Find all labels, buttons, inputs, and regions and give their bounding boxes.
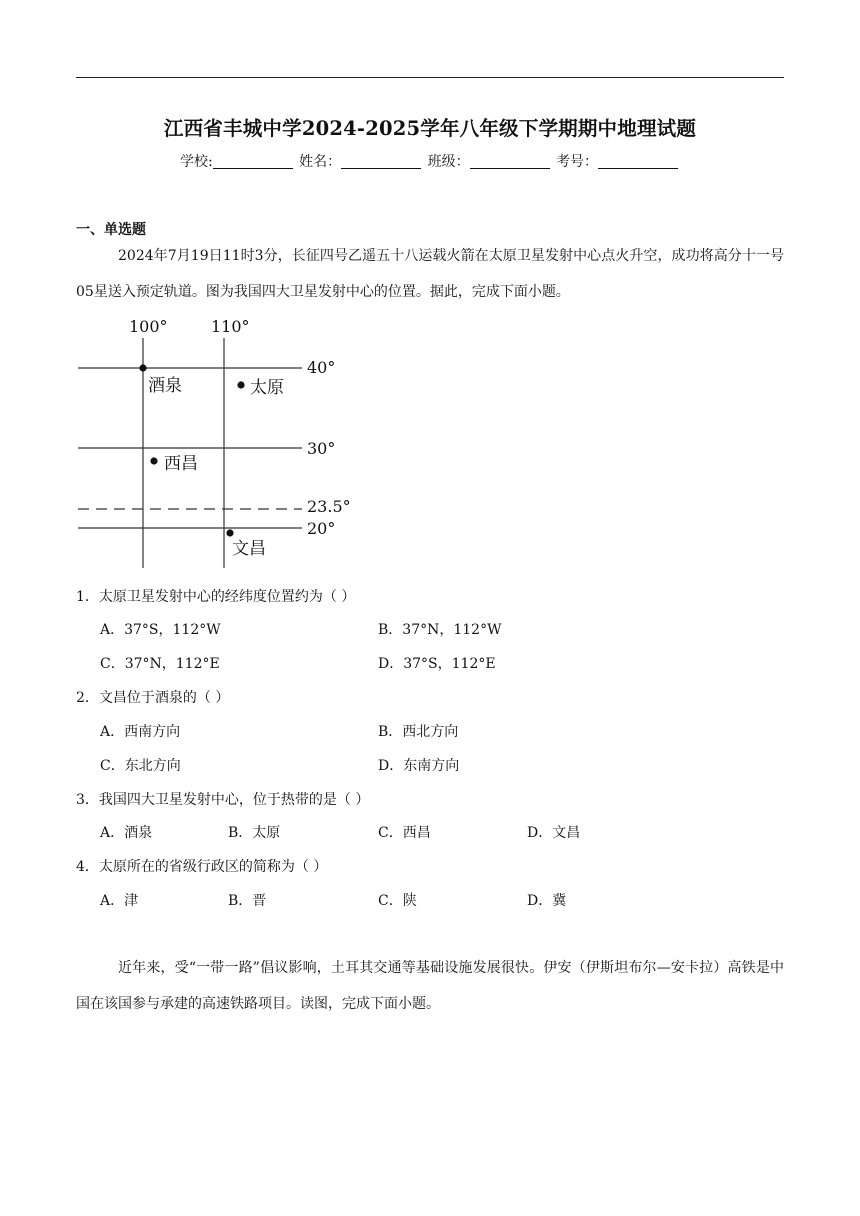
jiuquan-dot (139, 364, 146, 371)
wenchang-dot (226, 529, 233, 536)
xichang-label: 西昌 (164, 454, 198, 474)
question-2-option-a[interactable]: A．西南方向 (100, 724, 181, 740)
passage-2: 近年来，受“一带一路”倡议影响，土耳其交通等基础设施发展很快。伊安（伊斯坦布尔—安卡拉）高铁是中国在该国参与承建的高速铁路项目。读图，完成下面小题。 (76, 960, 784, 1012)
school-blank[interactable] (213, 154, 293, 169)
passage-1: 2024年7月19日11时3分，长征四号乙遥五十八运载火箭在太原卫星发射中心点火升空，成功将高分十一号05星送入预定轨道。图为我国四大卫星发射中心的位置。据此，完成下面小题。 (76, 248, 784, 300)
taiyuan-label: 太原 (250, 378, 284, 398)
question-2-option-d[interactable]: D．东南方向 (378, 758, 460, 774)
wenchang-label: 文昌 (232, 539, 266, 559)
longitude-label-100: 100° (129, 317, 168, 336)
jiuquan-label: 酒泉 (148, 376, 182, 396)
question-4-option-b[interactable]: B．晋 (228, 893, 267, 909)
name-blank[interactable] (341, 154, 421, 169)
school-label: 学校: (179, 154, 213, 170)
latitude-label-40: 40° (307, 358, 336, 377)
latitude-label-23-5: 23.5° (307, 497, 351, 516)
question-4-option-a[interactable]: A．津 (100, 893, 139, 909)
question-1-option-b[interactable]: B．37°N，112°W (378, 622, 502, 638)
question-3-stem: 3．我国四大卫星发射中心，位于热带的是（ ） (76, 792, 370, 808)
latitude-label-30: 30° (307, 439, 336, 458)
xichang-dot (150, 457, 157, 464)
question-1-stem: 1．太原卫星发射中心的经纬度位置约为（ ） (76, 589, 356, 605)
question-2-option-b[interactable]: B．西北方向 (378, 724, 459, 740)
longitude-label-110: 110° (211, 317, 250, 336)
class-blank[interactable] (470, 154, 550, 169)
launch-center-map (76, 314, 366, 570)
class-label: 班级： (427, 154, 470, 170)
question-4-stem: 4．太原所在的省级行政区的简称为（ ） (76, 859, 328, 875)
latitude-label-20: 20° (307, 519, 336, 538)
question-2-option-c[interactable]: C．东北方向 (100, 758, 181, 774)
taiyuan-dot (237, 381, 244, 388)
question-2-stem: 2．文昌位于酒泉的（ ） (76, 690, 230, 706)
question-1-option-d[interactable]: D．37°S，112°E (378, 656, 496, 672)
question-4-option-d[interactable]: D．冀 (527, 893, 567, 909)
question-1-option-c[interactable]: C．37°N，112°E (100, 656, 220, 672)
question-3-option-a[interactable]: A．酒泉 (100, 825, 153, 841)
question-3-option-d[interactable]: D．文昌 (527, 825, 581, 841)
question-1-option-a[interactable]: A．37°S，112°W (100, 622, 221, 638)
question-3-option-c[interactable]: C．西昌 (378, 825, 431, 841)
question-3-option-b[interactable]: B．太原 (228, 825, 281, 841)
name-label: 姓名： (299, 154, 342, 170)
exam-number-label: 考号： (556, 154, 599, 170)
page-title: 江西省丰城中学2024-2025学年八年级下学期期中地理试题 (163, 117, 697, 140)
exam-number-blank[interactable] (598, 154, 678, 169)
question-4-option-c[interactable]: C．陕 (378, 893, 417, 909)
section-heading: 一、单选题 (76, 222, 146, 238)
student-info-line (0, 151, 860, 171)
header-rule (76, 77, 784, 78)
